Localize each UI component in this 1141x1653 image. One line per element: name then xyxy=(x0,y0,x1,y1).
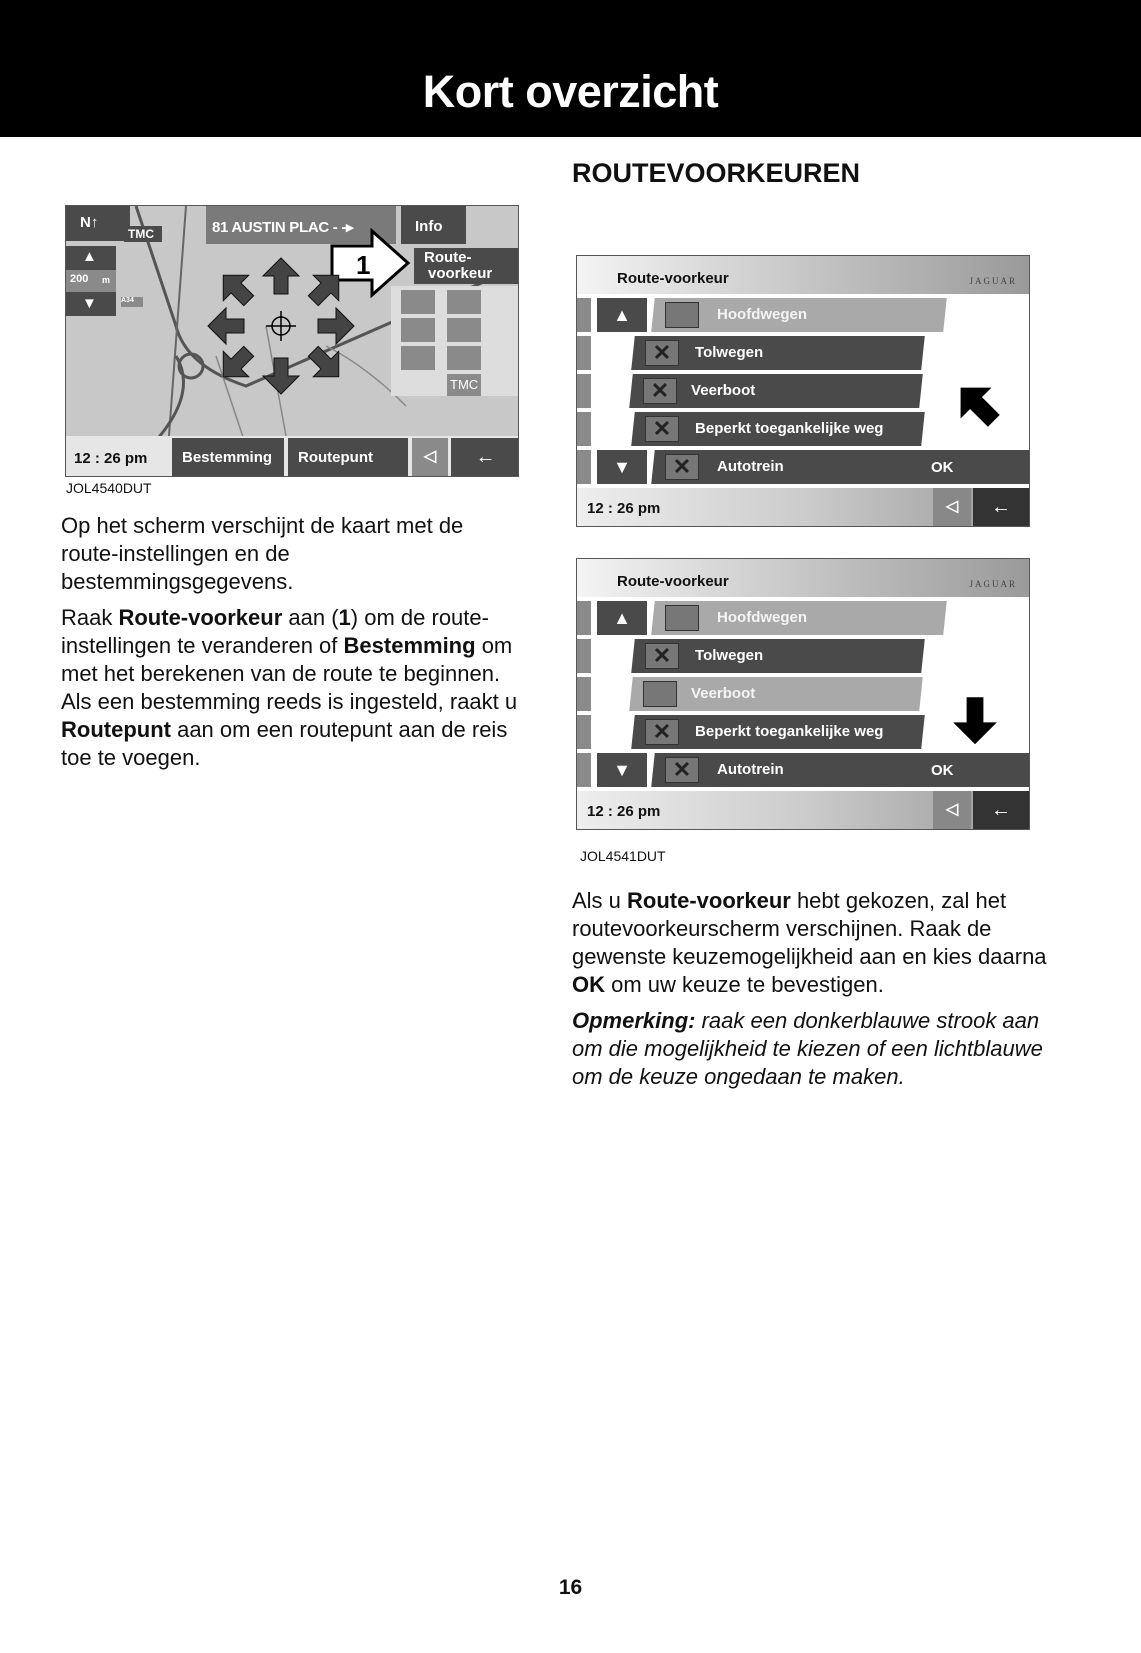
option-beperkt-toegankelijke-weg[interactable]: ✕ Beperkt toegankelijke weg xyxy=(631,715,925,749)
jaguar-logo: JAGUAR xyxy=(969,276,1017,286)
page-number: 16 xyxy=(558,1576,583,1599)
intro-paragraph: Op het scherm verschijnt de kaart met de route-instellingen en de bestemmingsgegevens. xyxy=(61,513,464,594)
down-triangle-icon: ▼ xyxy=(82,295,97,312)
callout-number: 1 xyxy=(356,250,371,280)
waypoint-button[interactable]: Routepunt xyxy=(288,438,408,476)
crosshair-icon xyxy=(266,311,296,341)
address-bar: 81 AUSTIN PLAC - -▸ xyxy=(206,206,396,244)
scale-display: 200 m xyxy=(66,270,116,292)
destination-button[interactable]: Bestemming xyxy=(172,438,284,476)
option-beperkt-toegankelijke-weg[interactable]: ✕ Beperkt toegankelijke weg xyxy=(631,412,925,446)
back-arrow-icon[interactable]: ← xyxy=(973,791,1029,829)
info-button[interactable]: Info xyxy=(401,206,466,244)
route-option-icons xyxy=(391,286,519,396)
jaguar-logo: JAGUAR xyxy=(969,579,1017,589)
road-label: A34 xyxy=(121,297,143,307)
car-train-crossed-icon: ✕ xyxy=(665,757,699,783)
clock: 12 : 26 pm xyxy=(587,500,661,517)
scroll-down-button[interactable]: ▼ xyxy=(597,753,647,787)
zoom-out-button[interactable] xyxy=(66,292,116,316)
page-title: Kort overzicht xyxy=(422,66,719,117)
congestion-icon xyxy=(401,346,435,370)
option-hoofdwegen[interactable]: Hoofdwegen xyxy=(651,601,947,635)
ferry-crossed-icon: ✕ xyxy=(643,378,677,404)
page-header xyxy=(0,0,1141,137)
back-arrow-icon[interactable]: ← xyxy=(451,438,519,476)
highway-icon xyxy=(401,290,435,314)
ok-button[interactable]: OK xyxy=(921,450,1029,484)
option-tolwegen[interactable]: ✕ Tolwegen xyxy=(631,639,925,673)
toll-road-crossed-icon: ✕ xyxy=(645,643,679,669)
explanation-paragraph: Als u Route-voorkeur hebt gekozen, zal het routevoorkeurscherm verschijnen. Raak de gewenste keuzemogelijkheid aan en kies daarna OK om uw keuze te bevestigen. xyxy=(572,888,1047,997)
speaker-icon[interactable]: ◁ xyxy=(933,791,971,829)
pan-down-arrow-icon[interactable] xyxy=(261,356,301,396)
pointer-arrow-icon xyxy=(937,364,1016,443)
ferry-icon xyxy=(643,681,677,707)
clock: 12 : 26 pm xyxy=(74,450,148,467)
car-train-crossed-icon: ✕ xyxy=(665,454,699,480)
instruction-paragraph: Raak Route-voorkeur aan (1) om de route-instellingen te veranderen of Bestemming om met het berekenen van de route te beginnen. Als een bestemming reeds is ingesteld, raakt u Routepunt aan om een routepunt aan de reis toe te voegen. xyxy=(61,605,518,770)
scroll-up-button[interactable]: ▲ xyxy=(597,298,647,332)
north-up-button[interactable]: N↑ xyxy=(66,206,130,241)
restricted-road-crossed-icon: ✕ xyxy=(645,719,679,745)
tmc-badge: TMC xyxy=(124,226,162,242)
scroll-up-button[interactable]: ▲ xyxy=(597,601,647,635)
option-tolwegen[interactable]: ✕ Tolwegen xyxy=(631,336,925,370)
ok-button[interactable]: OK xyxy=(921,753,1029,787)
pan-up-arrow-icon[interactable] xyxy=(261,256,301,296)
right-text-column xyxy=(572,887,1052,1099)
left-text-column xyxy=(61,512,526,780)
zoom-in-button[interactable] xyxy=(66,246,116,270)
option-autotrein[interactable]: ✕ Autotrein xyxy=(651,450,927,484)
toll-road-crossed-icon: ✕ xyxy=(645,340,679,366)
toll-road-icon xyxy=(447,290,481,314)
section-title: ROUTEVOORKEUREN xyxy=(572,158,861,188)
up-triangle-icon: ▲ xyxy=(82,248,97,265)
figure-caption: JOL4540DUT xyxy=(66,480,152,496)
highway-icon xyxy=(665,605,699,631)
pointer-down-arrow-icon xyxy=(947,693,1003,749)
option-hoofdwegen[interactable]: Hoofdwegen xyxy=(651,298,947,332)
car-train-icon xyxy=(447,346,481,370)
restricted-road-crossed-icon: ✕ xyxy=(645,416,679,442)
speaker-icon[interactable]: ◁ xyxy=(412,438,448,476)
screen-title: Route-voorkeur xyxy=(617,573,729,590)
map-screen-illustration xyxy=(65,205,519,477)
route-preference-button[interactable]: Route- voorkeur xyxy=(414,248,519,284)
route-preference-screen-1 xyxy=(576,255,1030,527)
note-paragraph: Opmerking: raak een donkerblauwe strook aan om die mogelijkheid te kiezen of een lichtblauwe om de keuze ongedaan te maken. xyxy=(572,1008,1043,1089)
clock: 12 : 26 pm xyxy=(587,803,661,820)
scroll-down-button[interactable]: ▼ xyxy=(597,450,647,484)
restricted-road-icon xyxy=(401,318,435,342)
option-veerboot[interactable]: ✕ Veerboot xyxy=(629,374,923,408)
ferry-icon xyxy=(447,318,481,342)
screen-title: Route-voorkeur xyxy=(617,270,729,287)
speaker-icon[interactable]: ◁ xyxy=(933,488,971,526)
option-veerboot[interactable]: Veerboot xyxy=(629,677,923,711)
tmc-button[interactable]: TMC xyxy=(447,374,481,396)
option-autotrein[interactable]: ✕ Autotrein xyxy=(651,753,927,787)
highway-icon xyxy=(665,302,699,328)
map-bottom-bar xyxy=(66,436,518,476)
route-preference-screen-2 xyxy=(576,558,1030,830)
figure-caption: JOL4541DUT xyxy=(580,848,666,864)
back-arrow-icon[interactable]: ← xyxy=(973,488,1029,526)
